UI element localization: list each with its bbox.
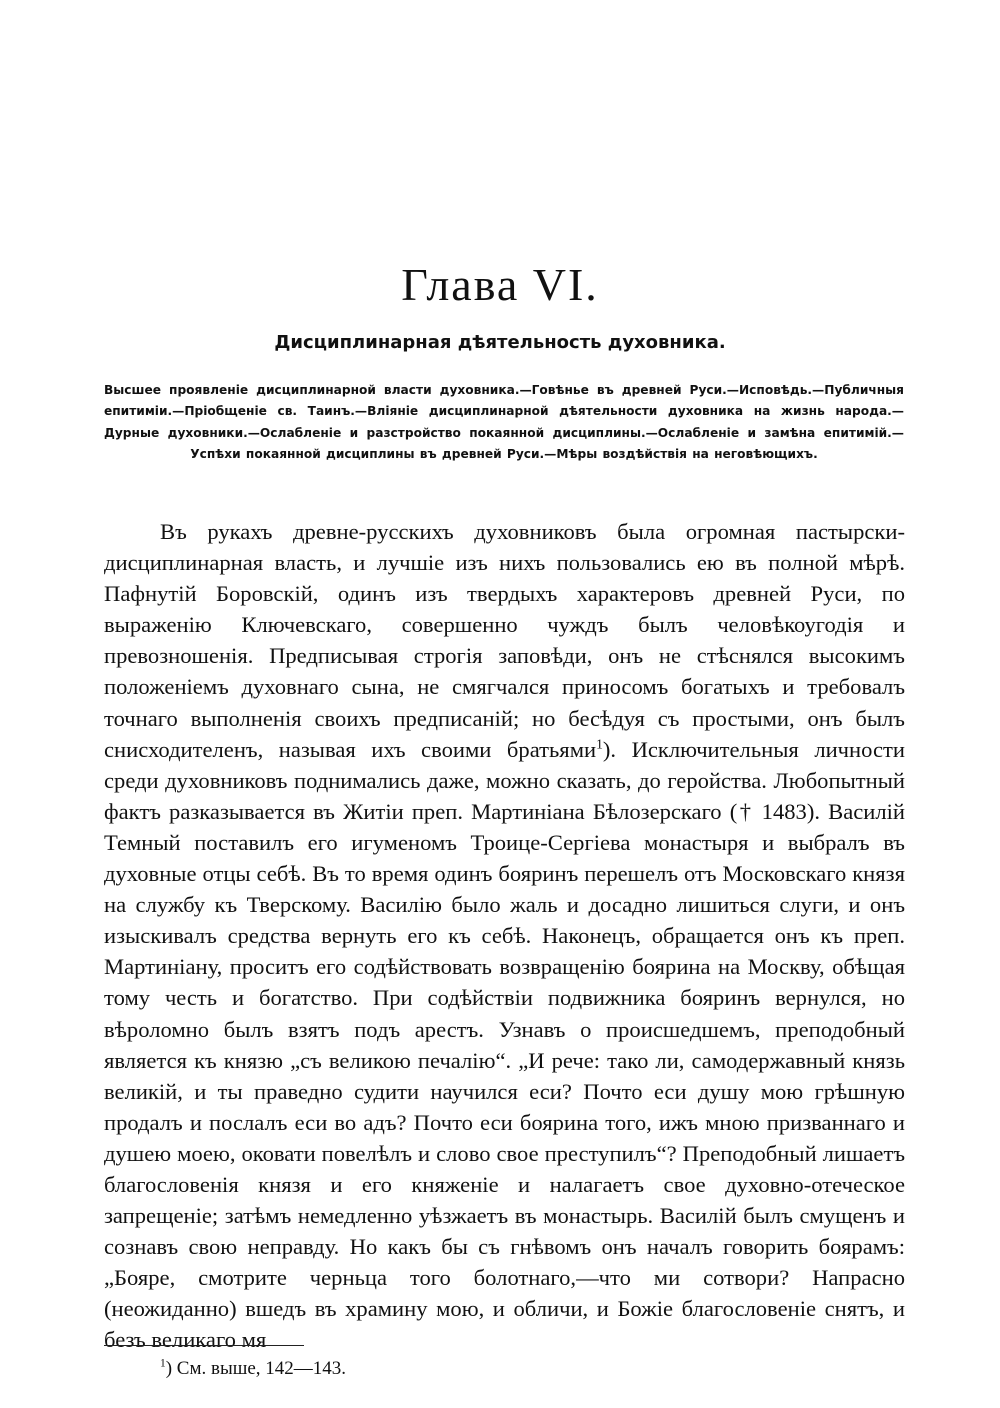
- body-text-part-2: ). Исключительныя личности среди духовниковъ поднимались даже, можно сказать, до геройства. Любопытный фактъ разказывается въ Житіи преп. Мартиніана Бѣлозерскаго († 1483). Василій Темный поставилъ его игуменомъ Троице-Сергіева монастыря и выбралъ въ духовные отцы себѣ. Въ то время одинъ бояринъ перешелъ отъ Московскаго князя на службу къ Тверскому. Василію было жаль и досадно лишиться слуги, и онъ изыскивалъ средства вернуть его къ себѣ. Наконецъ, обращается онъ къ преп. Мартиніану, проситъ его содѣйствовать возвращенію боярина на Москву, обѣщая тому честь и богатство. При содѣйствіи подвижника бояринъ вернулся, но вѣроломно былъ взятъ подъ арестъ. Узнавъ о происшедшемъ, преподобный является къ князю „съ великою печалію“. „И рече: тако ли, самодержавный князь великій, и ты праведно судити научился еси? Почто еси душу мою грѣшную продалъ и послалъ еси во адъ? Почто еси боярина того, ижъ мною призваннаго и душею моею, оковати повелѣлъ и слово свое преступилъ“? Преподобный лишаетъ благословенія князя и его княженіе и налагаетъ свое духовно-отеческое запрещеніе; затѣмъ немедленно уѣзжаетъ въ монастырь. Василій былъ смущенъ и сознавъ свою неправду. Но какъ бы съ гнѣвомъ онъ началъ говорить боярамъ: „Бояре, смотрите черньца того болотнаго,—что ми сотвори? Напрасно (неожиданно) вшедъ въ храмину мою, и обличи, и Божіе благословеніе снятъ, и безъ великаго мя: [104, 736, 905, 1353]
- footnote-reference: 1: [596, 736, 603, 752]
- body-text-part-1: Въ рукахъ древне-русскихъ духовниковъ была огромная пастырски-дисциплинарная власть, и лучшіе изъ нихъ пользовались ею въ полной мѣрѣ. Пафнутій Боровскій, одинъ изъ твердыхъ характеровъ древней Руси, по выраженію Ключевскаго, совершенно чуждъ былъ человѣкоугодія и превозношенія. Предписывая строгія заповѣди, онъ не стѣснялся высокимъ положеніемъ духовнаго сына, не смягчался приносомъ богатыхъ и требовалъ точнаго выполненія своихъ предписаній; но бесѣдуя съ простыми, онъ былъ снисходителенъ, называя ихъ своими братьями: [104, 519, 905, 762]
- footnote: [160, 1356, 346, 1382]
- body-paragraph: [104, 516, 905, 1356]
- footnote-divider: [104, 1345, 304, 1346]
- chapter-summary: Высшее проявленіе дисциплинарной власти духовника.—Говѣнье въ древней Руси.—Исповѣдь.—Публичныя епитиміи.—Пріобщеніе св. Таинъ.—Вліяніе дисциплинарной дѣятельности духовника на жизнь народа.—Дурные духовники.—Ослабленіе и разстройство покаянной дисциплины.—Ослабленіе и замѣна епитимій.—Успѣхи покаянной дисциплины въ древней Руси.—Мѣры воздѣйствія на неговѣющихъ.: [104, 383, 904, 462]
- chapter-title: Глава VI.: [401, 259, 599, 310]
- footnote-marker: 1: [160, 1357, 166, 1370]
- chapter-subtitle: Дисциплинарная дѣятельность духовника.: [274, 332, 726, 353]
- footnote-text: ) См. выше, 142—143.: [165, 1358, 347, 1379]
